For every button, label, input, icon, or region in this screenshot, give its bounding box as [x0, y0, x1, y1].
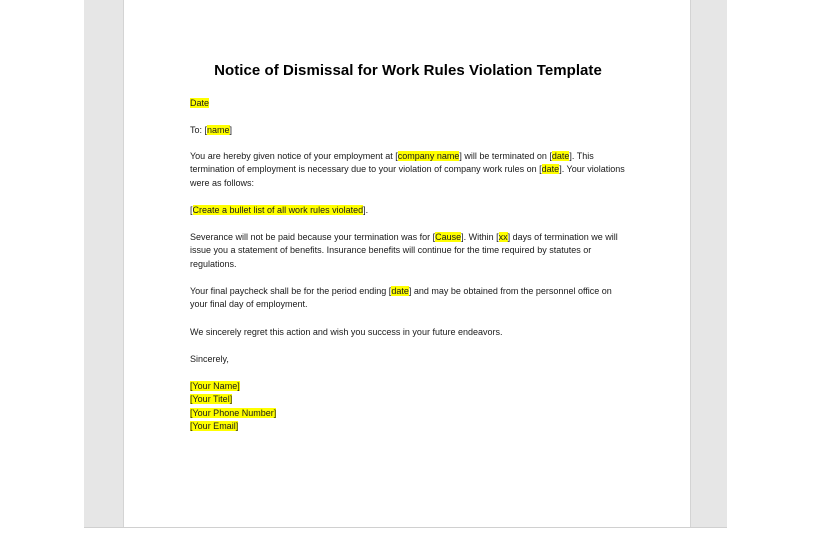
- p1-text-1: You are hereby given notice of your employment at [: [190, 151, 398, 161]
- days-placeholder: xx: [498, 232, 508, 242]
- bullet-list-placeholder: Create a bullet list of all work rules violated: [192, 205, 364, 215]
- your-title-placeholder: [Your Titel]: [190, 394, 233, 405]
- cause-placeholder: Cause: [435, 232, 462, 242]
- p2-text-3: ] days of termination we will issue you a statement of benefits. Insurance benefits will continue for the time required by statutes or regulations.: [190, 232, 618, 269]
- bullet-open: [: [190, 205, 193, 215]
- p1-text-3: ]. This termination of employment is necessary due to your violation of company work rules on [: [190, 151, 594, 175]
- signature-phone-line: [190, 407, 630, 420]
- paragraph-notice: [190, 150, 630, 190]
- name-placeholder: name: [207, 125, 230, 135]
- p2-text-1: Severance will not be paid because your termination was for [: [190, 232, 436, 242]
- p2-text-2: ]. Within [: [461, 232, 499, 242]
- paragraph-regret: We sincerely regret this action and wish you success in your future endeavors.: [190, 327, 503, 337]
- bullet-list-instruction: [190, 204, 630, 217]
- p1-text-2: ] will be terminated on [: [459, 151, 552, 161]
- paragraph-paycheck: [190, 285, 630, 312]
- p1-text-4: ]. Your violations were as follows:: [190, 164, 625, 188]
- termination-date-placeholder: date: [551, 151, 570, 161]
- document-title: Notice of Dismissal for Work Rules Violation Template: [214, 62, 602, 79]
- your-phone-placeholder: [Your Phone Number]: [190, 407, 277, 418]
- paragraph-severance: [190, 231, 630, 271]
- date-line: [190, 97, 630, 110]
- p3-text-1: Your final paycheck shall be for the period ending [: [190, 286, 392, 296]
- signature-email-line: [190, 420, 630, 433]
- signature-block: [190, 380, 630, 434]
- violation-date-placeholder: date: [541, 164, 560, 175]
- signature-title-line: [190, 393, 630, 406]
- date-placeholder: Date: [190, 98, 210, 108]
- period-end-date-placeholder: date: [391, 286, 409, 296]
- document-page[interactable]: [123, 0, 691, 527]
- company-name-placeholder: company name: [397, 151, 460, 161]
- closing-line: Sincerely,: [190, 354, 229, 364]
- your-name-placeholder: [Your Name]: [190, 381, 240, 391]
- to-line: [190, 124, 630, 137]
- p3-text-2: ] and may be obtained from the personnel office on your final day of employment.: [190, 286, 612, 310]
- your-email-placeholder: [Your Email]: [190, 421, 239, 432]
- signature-name-line: [190, 380, 630, 393]
- to-label: To: [: [190, 125, 208, 135]
- bullet-close: ].: [363, 205, 369, 215]
- to-close: ]: [229, 125, 233, 135]
